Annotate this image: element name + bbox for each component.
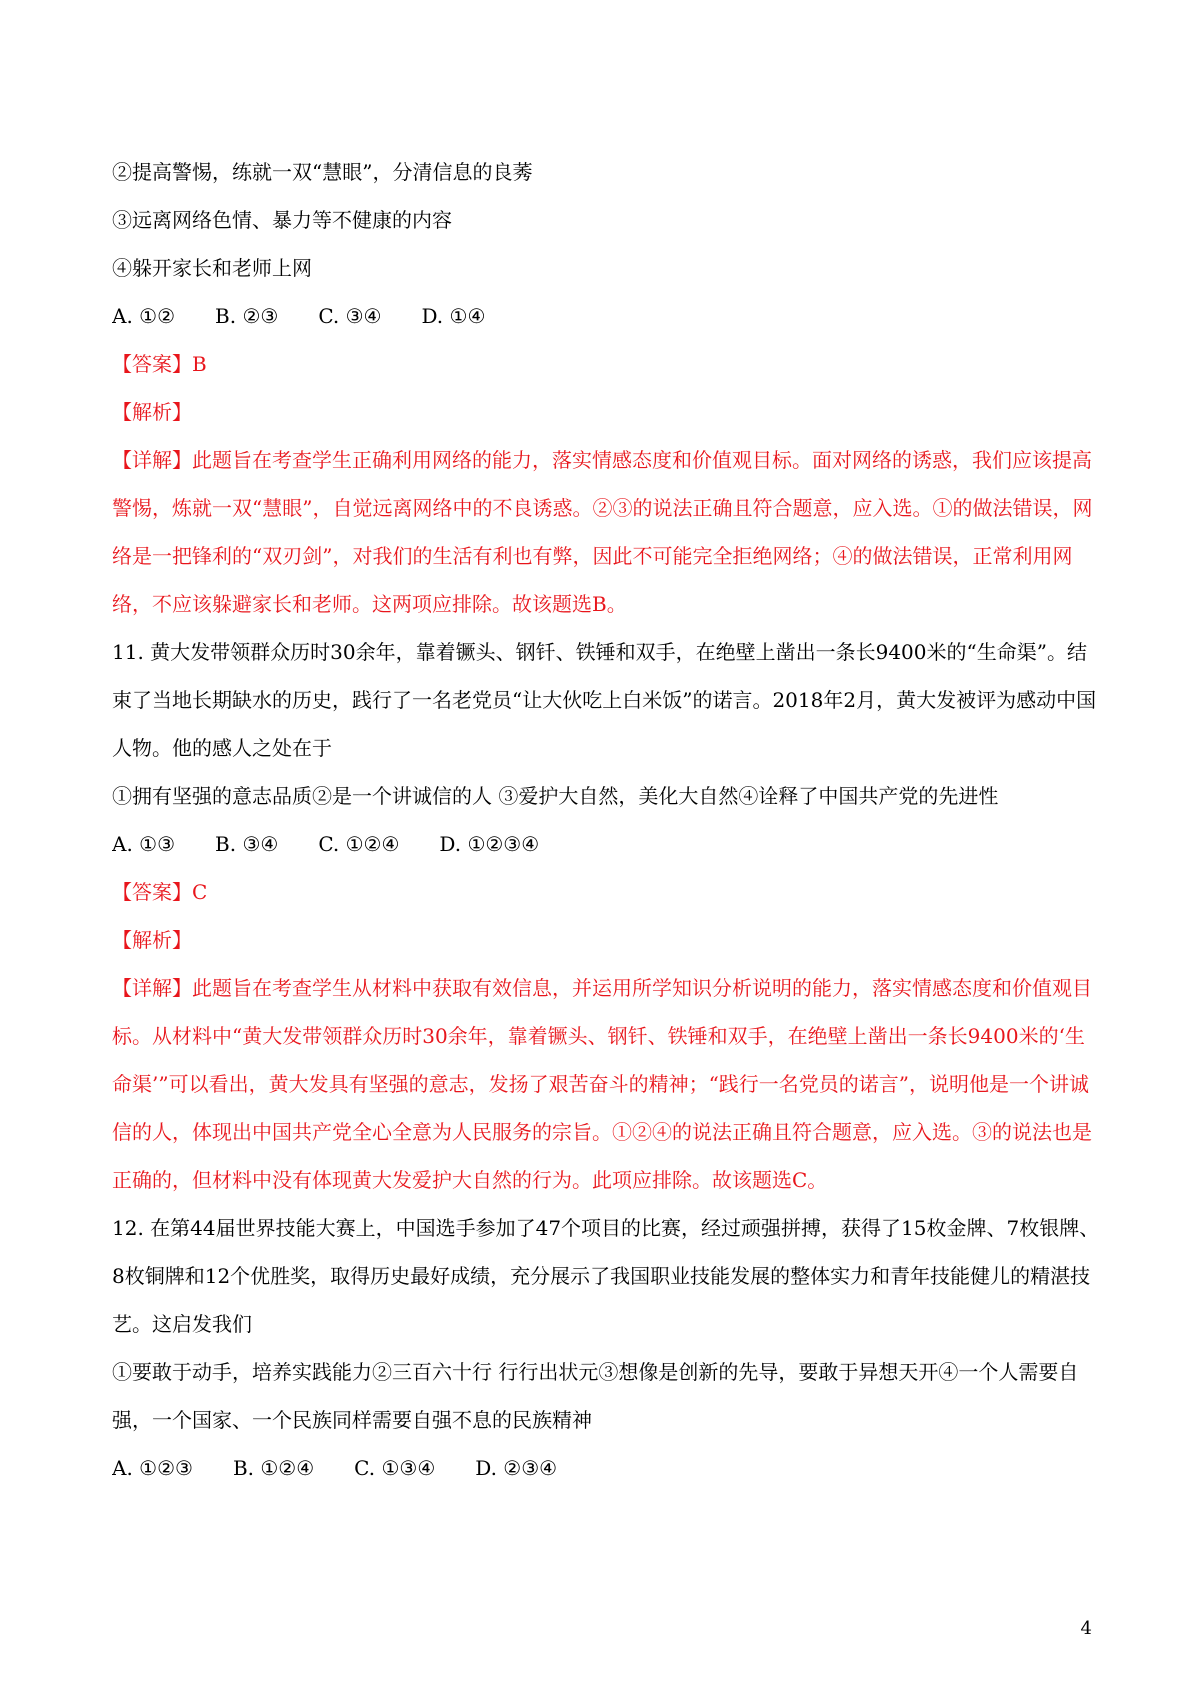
q11-options [112,820,1102,868]
q11-detail: 【详解】此题旨在考查学生从材料中获取有效信息，并运用所学知识分析说明的能力，落实情感态度和价值观目标。从材料中“黄大发带领群众历时30余年，靠着镢头、钢钎、铁锤和双手，在绝壁上凿出一条长9400米的‘生命渠’”可以看出，黄大发具有坚强的意志，发扬了艰苦奋斗的精神；“践行一名党员的诺言”，说明他是一个讲诚信的人，体现出中国共产党全心全意为人民服务的宗旨。①②④的说法正确且符合题意，应入选。③的说法也是正确的，但材料中没有体现黄大发爱护大自然的行为。此项应排除。故该题选C。 [112,976,1092,1192]
q10-answer: 【答案】B [112,352,207,376]
q10-options [112,292,1102,340]
q10-option-c: C. ③④ [318,304,382,328]
q11-stem: 11. 黄大发带领群众历时30余年，靠着镢头、钢钎、铁锤和双手，在绝壁上凿出一条长9400米的“生命渠”。结束了当地长期缺水的历史，践行了一名老党员“让大伙吃上白米饭”的诺言。2018年2月，黄大发被评为感动中国人物。他的感人之处在于 [112,640,1097,760]
q10-item-3: ③远离网络色情、暴力等不健康的内容 [112,208,452,232]
q11-option-b: B. ③④ [215,832,279,856]
q11-items: ①拥有坚强的意志品质②是一个讲诚信的人 ③爱护大自然，美化大自然④诠释了中国共产党的先进性 [112,784,999,808]
q10-item-4: ④躲开家长和老师上网 [112,256,312,280]
q12-options [112,1444,1102,1492]
q11-option-c: C. ①②④ [318,832,400,856]
page-content [112,148,1102,1492]
q12-option-b: B. ①②④ [232,1456,315,1480]
q11-option-a: A. ①③ [112,832,176,856]
q10-item-2: ②提高警惕，练就一双“慧眼”，分清信息的良莠 [112,160,533,184]
q10-option-b: B. ②③ [215,304,279,328]
q11-analysis-label: 【解析】 [112,928,192,952]
q11-option-d: D. ①②③④ [439,832,540,856]
q10-option-a: A. ①② [112,304,176,328]
q12-stem: 12. 在第44届世界技能大赛上，中国选手参加了47个项目的比赛，经过顽强拼搏，获得了15枚金牌、7枚银牌、8枚铜牌和12个优胜奖，取得历史最好成绩，充分展示了我国职业技能发展的整体实力和青年技能健儿的精湛技艺。这启发我们 [112,1216,1100,1336]
q12-option-d: D. ②③④ [475,1456,558,1480]
q12-option-c: C. ①③④ [354,1456,436,1480]
q10-detail: 【详解】此题旨在考查学生正确利用网络的能力，落实情感态度和价值观目标。面对网络的诱惑，我们应该提高警惕，炼就一双“慧眼”，自觉远离网络中的不良诱惑。②③的说法正确且符合题意，应入选。①的做法错误，网络是一把锋利的“双刃剑”，对我们的生活有利也有弊，因此不可能完全拒绝网络；④的做法错误，正常利用网络，不应该躲避家长和老师。这两项应排除。故该题选B。 [112,448,1093,616]
q10-analysis-label: 【解析】 [112,400,192,424]
q11-answer: 【答案】C [112,880,208,904]
q12-items: ①要敢于动手，培养实践能力②三百六十行 行行出状元③想像是创新的先导，要敢于异想天开④一个人需要自强，一个国家、一个民族同样需要自强不息的民族精神 [112,1360,1079,1432]
page-number: 4 [1080,1618,1092,1639]
q12-option-a: A. ①②③ [112,1456,193,1480]
q10-option-d: D. ①④ [421,304,486,328]
